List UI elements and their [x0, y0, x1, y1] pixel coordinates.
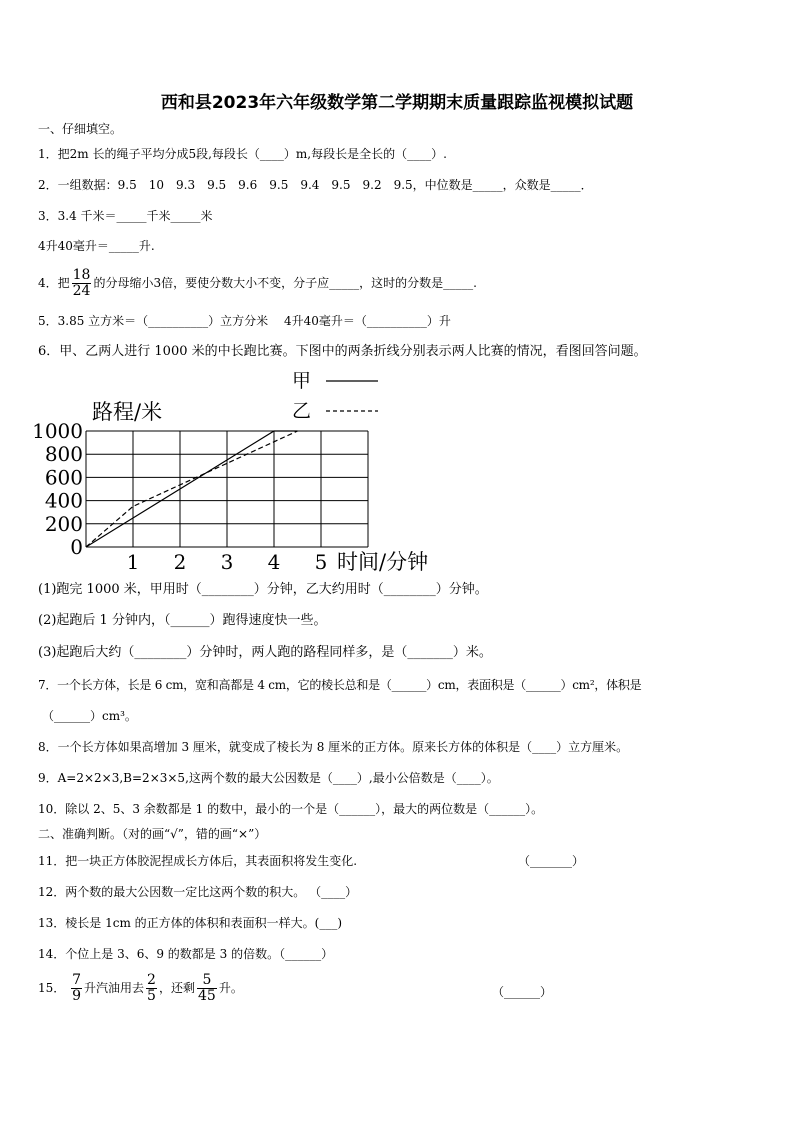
fraction-2-5: [146, 973, 157, 1003]
fraction-denominator: 45: [197, 988, 216, 1004]
y-tick-label: 400: [44, 488, 83, 513]
chart-legend: [292, 370, 378, 422]
chart-grid: [86, 431, 368, 547]
x-tick-label: 3: [220, 550, 234, 574]
y-axis-label: 路程/米: [92, 400, 163, 424]
question-15-text-3: 升。: [218, 981, 243, 995]
question-15: [38, 968, 243, 1008]
race-line-chart: [30, 365, 450, 577]
fraction-numerator: 7: [72, 972, 82, 989]
question-4: [38, 268, 477, 299]
question-15-text-1: 升汽油用去: [84, 981, 145, 995]
fraction-denominator: 5: [147, 988, 156, 1004]
x-tick-label: 4: [267, 550, 281, 574]
question-10: 10．除以 2、5、3 余数都是 1 的数中，最小的一个是（______），最大的两位数是（______）。: [38, 802, 544, 816]
question-15-label: 15．: [38, 981, 66, 995]
question-6-part-3: (3)起跑后大约（________）分钟时，两人跑的路程同样多，是（_______）米。: [38, 645, 492, 660]
question-6-part-1: (1)跑完 1000 米，甲用时（________）分钟，乙大约用时（________）分钟。: [38, 582, 488, 597]
series-line-jia: [86, 431, 298, 547]
question-9: 9．A=2×2×3,B=2×3×5,这两个数的最大公因数是（____）,最小公倍数是（____）。: [38, 771, 499, 785]
fraction-denominator: 9: [72, 988, 82, 1004]
y-tick-label: 800: [44, 442, 83, 467]
y-tick-label: 600: [44, 465, 83, 490]
question-12: 12．两个数的最大公因数一定比这两个数的积大。 （____）: [38, 885, 358, 899]
x-tick-label: 1: [126, 550, 140, 574]
fraction-18-24: [72, 268, 92, 298]
y-tick-label: 1000: [32, 419, 83, 443]
question-2: 2．一组数据：9.5 10 9.3 9.5 9.6 9.5 9.4 9.5 9.2 9.5，中位数是_____，众数是_____．: [38, 178, 593, 192]
fraction-5-45: [197, 973, 217, 1003]
question-15-answer-blank: （______）: [492, 985, 553, 999]
section-heading-judgement: 二、准确判断。（对的画“√”，错的画“×”）: [38, 827, 267, 841]
question-4-prefix: 4．把: [38, 276, 70, 290]
question-7-line-1: 7．一个长方体，长是 6 cm，宽和高都是 4 cm，它的棱长总和是（______）cm，表面积是（______）cm²，体积是: [38, 678, 642, 692]
fraction-denominator: 24: [72, 283, 91, 299]
question-3-part-b: 4升40毫升＝_____升.: [38, 239, 155, 253]
question-13: 13．棱长是 1cm 的正方体的体积和表面积一样大。(___): [38, 916, 342, 930]
section-heading-fill-in: 一、仔细填空。: [38, 122, 123, 136]
y-tick-label: 0: [70, 535, 83, 559]
page-title: 西和县2023年六年级数学第二学期期末质量跟踪监视模拟试题: [160, 93, 634, 113]
question-3-part-a: 3．3.4 千米＝_____千米_____米: [38, 209, 213, 223]
x-axis-label: 时间/分钟: [337, 550, 429, 574]
y-tick-label: 200: [44, 511, 83, 536]
fraction-numerator: 5: [197, 973, 217, 989]
question-6: 6．甲、乙两人进行 1000 米的中长跑比赛。下图中的两条折线分别表示两人比赛的情况，看图回答问题。: [38, 344, 647, 359]
legend-label-jia: 甲: [292, 370, 312, 392]
x-tick-label: 2: [173, 550, 187, 574]
question-11-answer-blank: （_______）: [518, 854, 585, 868]
fraction-numerator: 18: [72, 267, 91, 284]
question-4-suffix: 的分母缩小3倍，要使分数大小不变，分子应_____，这时的分数是_____.: [93, 276, 477, 290]
question-7-line-2: （______）cm³。: [42, 709, 137, 723]
fraction-numerator: 2: [147, 972, 156, 989]
legend-label-yi: 乙: [292, 400, 312, 422]
question-6-part-2: (2)起跑后 1 分钟内，（______）跑得速度快一些。: [38, 613, 327, 628]
question-15-text-2: ，还剩: [158, 981, 195, 995]
question-8: 8．一个长方体如果高增加 3 厘米，就变成了棱长为 8 厘米的正方体。原来长方体的体积是（____）立方厘米。: [38, 740, 629, 754]
question-11: 11．把一块正方体胶泥捏成长方体后，其表面积将发生变化.: [38, 854, 358, 868]
question-1: 1．把2m 长的绳子平均分成5段,每段长（____）m,每段长是全长的（____）.: [38, 147, 447, 161]
series-line-yi: [86, 431, 298, 547]
x-tick-label: 5: [314, 550, 328, 574]
question-14: 14．个位上是 3、6、9 的数都是 3 的倍数。（______）: [38, 947, 334, 961]
fraction-7-9: [71, 973, 82, 1003]
question-5: 5．3.85 立方米＝（__________）立方分米 4升40毫升＝（__________）升: [38, 314, 451, 328]
chart-series: [86, 431, 298, 547]
